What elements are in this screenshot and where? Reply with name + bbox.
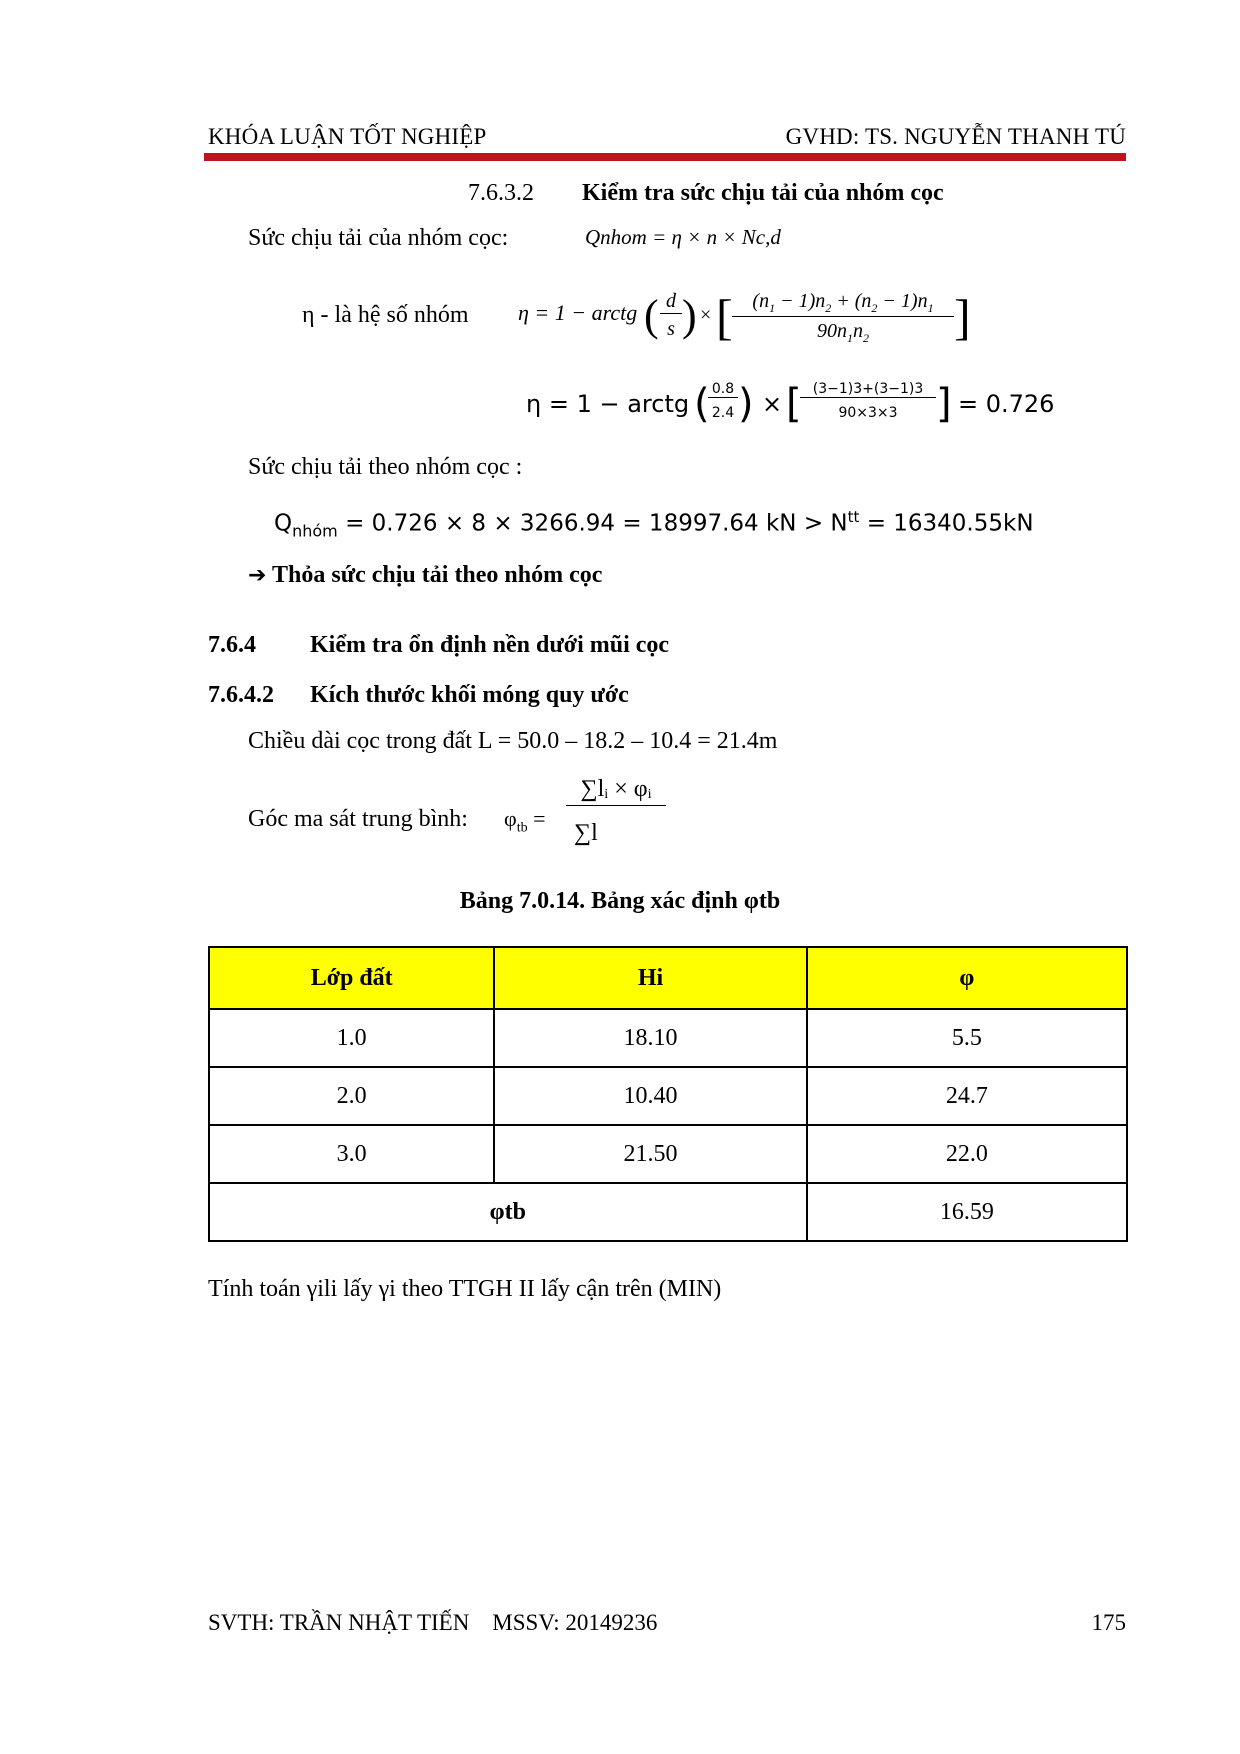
- section-number-7642: 7.6.4.2: [208, 682, 274, 708]
- note: Tính toán γili lấy γi theo TTGH II lấy cận trên (MIN): [208, 1276, 722, 1302]
- group-capacity-rhs: = 16340.55kN: [866, 510, 1034, 537]
- eta-definition-label: η - là hệ số nhóm: [302, 302, 469, 328]
- header-layer: Lớp đất: [209, 947, 494, 1009]
- eta-calc-result: = 0.726: [958, 390, 1055, 418]
- table-cell: 2.0: [209, 1067, 494, 1125]
- eta-calc-frac2-den: 90×3×3: [838, 405, 898, 421]
- table-cell: 5.5: [807, 1009, 1127, 1067]
- summary-label: φtb: [209, 1183, 807, 1241]
- table-summary-row: [209, 1183, 1127, 1241]
- footer-left: SVTH: TRẦN NHẬT TIẾN MSSV: 20149236: [208, 1610, 658, 1635]
- eta-calc-frac1-den: 2.4: [711, 405, 735, 421]
- eta-calc-frac1-num: 0.8: [708, 381, 738, 398]
- table-cell: 3.0: [209, 1125, 494, 1183]
- friction-angle-numerator: ∑lᵢ × φᵢ: [566, 776, 666, 806]
- friction-angle-label: Góc ma sát trung bình:: [248, 806, 468, 832]
- table-header-row: [209, 947, 1127, 1009]
- eta-calc-lhs: η = 1 − arctg: [526, 390, 690, 418]
- section-title-7632: Kiểm tra sức chịu tải của nhóm cọc: [582, 180, 944, 206]
- table-cell: 21.50: [494, 1125, 806, 1183]
- table-cell: 10.40: [494, 1067, 806, 1125]
- phi-tb-subscript: tb: [516, 820, 528, 836]
- capacity-label: Sức chịu tải của nhóm cọc:: [248, 225, 509, 251]
- table-caption: Bảng 7.0.14. Bảng xác định φtb: [459, 888, 781, 914]
- table-cell: 1.0: [209, 1009, 494, 1067]
- header-right: GVHD: TS. NGUYỄN THANH TÚ: [785, 124, 1126, 149]
- table-cell: 22.0: [807, 1125, 1127, 1183]
- table-row: [209, 1009, 1127, 1067]
- header-left: KHÓA LUẬN TỐT NGHIỆP: [208, 124, 487, 149]
- section-title-7642: Kích thước khối móng quy ước: [310, 682, 629, 708]
- eta-calc-frac2-num: (3−1)3+(3−1)3: [800, 381, 936, 398]
- table-row: [209, 1067, 1127, 1125]
- arrow-right-icon: ➔: [248, 563, 267, 588]
- phi-table: [208, 946, 1128, 1242]
- header-phi: φ: [807, 947, 1127, 1009]
- conclusion: [248, 562, 602, 589]
- section-number-7632: 7.6.3.2: [468, 180, 534, 206]
- section-number-764: 7.6.4: [208, 632, 256, 658]
- header-hi: Hi: [494, 947, 806, 1009]
- group-capacity-body: = 0.726 × 8 × 3266.94 = 18997.64 kN > N: [345, 510, 848, 537]
- table-row: [209, 1125, 1127, 1183]
- n-superscript: tt: [847, 508, 860, 526]
- section-title-764: Kiểm tra ổn định nền dưới mũi cọc: [310, 632, 670, 658]
- conclusion-text: Thỏa sức chịu tải theo nhóm cọc: [272, 562, 603, 588]
- page-number: 175: [1091, 1610, 1126, 1635]
- group-capacity-label: Sức chịu tải theo nhóm cọc :: [248, 454, 523, 480]
- eta-formula: η = 1 − arctg ( d s ) × [ $(n_1 - 1)n_2 + (n_2 - 1)n_1$ $90n_1n_2$ ]: [518, 289, 971, 345]
- q-subscript: nhóm: [292, 521, 338, 541]
- friction-angle-denominator: ∑l: [574, 820, 598, 846]
- capacity-formula: Qnhom = η × n × Nc,d: [585, 225, 781, 249]
- pile-length: Chiều dài cọc trong đất L = 50.0 – 18.2 – 10.4 = 21.4m: [248, 728, 778, 754]
- group-capacity-equation: $Q_{nhóm} = 0.726 \times 8 \times 3266.94 = 18997.64$ kN > $N^{tt} = 16340.55kN$: [274, 508, 1034, 541]
- table-cell: 24.7: [807, 1067, 1127, 1125]
- table-cell: 18.10: [494, 1009, 806, 1067]
- summary-value: 16.59: [807, 1183, 1127, 1241]
- friction-angle-formula: $\varphi_{tb}$ = ∑lᵢ × φᵢ ∑l: [504, 776, 664, 866]
- header-rule: [204, 153, 1126, 161]
